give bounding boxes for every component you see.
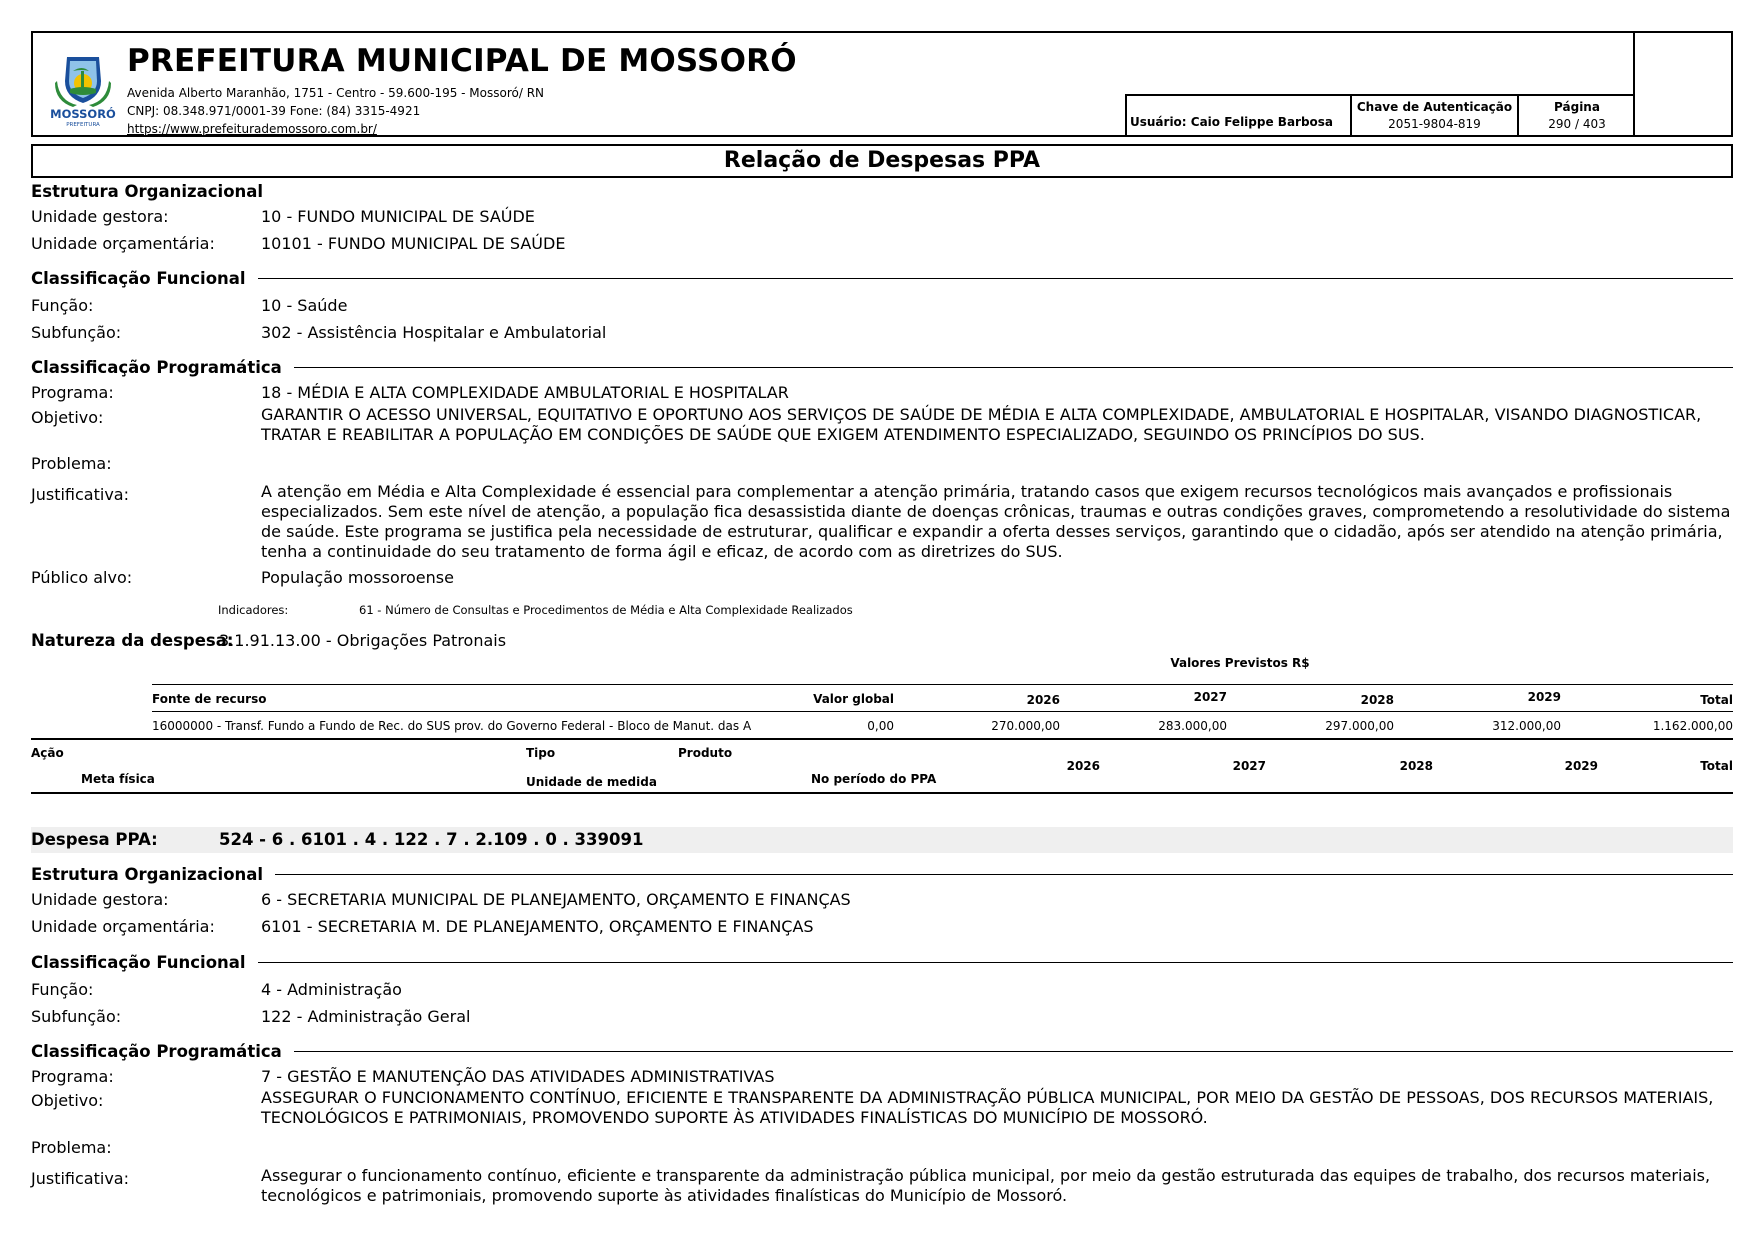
section-classificacao-funcional xyxy=(31,953,1733,972)
cell-total: 1.162.000,00 xyxy=(1652,719,1733,733)
col-2029: 2029 xyxy=(1527,690,1561,704)
field-label: Público alvo: xyxy=(31,568,133,587)
section-heading: Estrutura Organizacional xyxy=(31,182,264,201)
field-label: Unidade orçamentária: xyxy=(31,234,215,253)
field-value: 18 - MÉDIA E ALTA COMPLEXIDADE AMBULATORIAL E HOSPITALAR xyxy=(261,383,789,402)
field-value: 6 - SECRETARIA MUNICIPAL DE PLANEJAMENTO, ORÇAMENTO E FINANÇAS xyxy=(261,890,851,909)
field-value: 3.1.91.13.00 - Obrigações Patronais xyxy=(219,631,507,650)
field-value: 6101 - SECRETARIA M. DE PLANEJAMENTO, ORÇAMENTO E FINANÇAS xyxy=(261,917,814,936)
cell-2029: 312.000,00 xyxy=(1492,719,1561,733)
field-label: Função: xyxy=(31,980,94,999)
despesa-code: 524 - 6 . 6101 . 4 . 122 . 7 . 2.109 . 0 . 339091 xyxy=(219,830,644,849)
field-value: 10101 - FUNDO MUNICIPAL DE SAÚDE xyxy=(261,234,566,253)
field-label: Problema: xyxy=(31,454,112,473)
logo-text: MOSSORÓ xyxy=(50,107,116,121)
field-value: 122 - Administração Geral xyxy=(261,1007,471,1026)
valores-previstos-title: Valores Previstos R$ xyxy=(1170,656,1310,670)
section-rule xyxy=(294,1051,1733,1052)
prefeitura-logo xyxy=(43,51,123,131)
section-heading: Classificação Funcional xyxy=(31,953,246,972)
table-rule xyxy=(152,711,1733,712)
field-label: Unidade gestora: xyxy=(31,890,169,909)
col-acao: Ação xyxy=(31,746,64,760)
field-label: Subfunção: xyxy=(31,323,122,342)
org-website-link[interactable]: https://www.prefeiturademossoro.com.br/ xyxy=(127,122,377,136)
auth-key-label: Chave de Autenticação xyxy=(1356,99,1513,114)
field-value: População mossoroense xyxy=(261,568,454,587)
org-cnpj-phone: CNPJ: 08.348.971/0001-39 Fone: (84) 3315-4921 xyxy=(127,104,421,118)
cell-2027: 283.000,00 xyxy=(1158,719,1227,733)
field-label: Indicadores: xyxy=(218,603,289,617)
field-value: ASSEGURAR O FUNCIONAMENTO CONTÍNUO, EFICIENTE E TRANSPARENTE DA ADMINISTRAÇÃO PÚBLICA MUNICIPAL, POR MEIO DA GESTÃO DE PESSOAS, DOS RECURSOS MATERIAIS, TECNOLÓGICOS E PATRIMONIAIS, PROMOVENDO SUPORTE ÀS ATIVIDADES FINALÍSTICAS DO MUNICÍPIO DE MOSSORÓ. xyxy=(261,1088,1714,1127)
col-total: Total xyxy=(1700,693,1733,707)
field-label: Unidade gestora: xyxy=(31,207,169,226)
col-total: Total xyxy=(1700,759,1733,773)
col-tipo: Tipo xyxy=(526,746,556,760)
section-rule xyxy=(258,278,1733,279)
section-heading: Classificação Funcional xyxy=(31,269,246,288)
logo-subtext: PREFEITURA xyxy=(66,122,100,128)
field-label: Objetivo: xyxy=(31,408,104,427)
col-periodo-ppa: No período do PPA xyxy=(811,772,937,786)
section-heading: Classificação Programática xyxy=(31,358,282,377)
col-2027: 2027 xyxy=(1232,759,1266,773)
section-estrutura-organizacional xyxy=(31,865,1733,884)
report-header xyxy=(31,31,1733,137)
section-rule xyxy=(294,367,1733,368)
section-rule xyxy=(258,962,1733,963)
field-label: Objetivo: xyxy=(31,1091,104,1110)
section-classificacao-funcional xyxy=(31,269,1733,288)
table-rule xyxy=(31,792,1733,794)
field-value: 10 - FUNDO MUNICIPAL DE SAÚDE xyxy=(261,207,535,226)
page-indicator xyxy=(1519,96,1635,135)
section-rule xyxy=(275,874,1733,875)
field-value: Assegurar o funcionamento contínuo, eficiente e transparente da administração pública municipal, por meio da gestão estruturada das equipes de trabalho, dos recursos materiais, tecnológicos e patrimoniais, promovendo suporte às atividades finalísticas do Município de Mossoró. xyxy=(261,1166,1711,1205)
col-2028: 2028 xyxy=(1360,693,1394,707)
col-2029: 2029 xyxy=(1564,759,1598,773)
page-label: Página xyxy=(1554,99,1600,114)
page-value: 290 / 403 xyxy=(1548,116,1606,131)
field-value: 4 - Administração xyxy=(261,980,402,999)
auth-key-value: 2051-9804-819 xyxy=(1388,116,1481,131)
col-2026: 2026 xyxy=(1066,759,1100,773)
col-valor-global: Valor global xyxy=(813,692,894,706)
col-2028: 2028 xyxy=(1399,759,1433,773)
field-label: Natureza da despesa: xyxy=(31,631,234,650)
field-value: GARANTIR O ACESSO UNIVERSAL, EQUITATIVO E OPORTUNO AOS SERVIÇOS DE SAÚDE DE MÉDIA E ALTA COMPLEXIDADE, AMBULATORIAL E HOSPITALAR, VISANDO DIAGNOSTICAR, TRATAR E REABILITAR A POPULAÇÃO EM CONDIÇÕES DE SAÚDE QUE EXIGEM ATENDIMENTO ESPECIALIZADO, SEGUINDO OS PRINCÍPIOS DO SUS. xyxy=(261,405,1702,444)
col-2026: 2026 xyxy=(1026,693,1060,707)
section-heading: Estrutura Organizacional xyxy=(31,865,264,884)
coat-of-arms-icon xyxy=(43,51,123,131)
field-label: Unidade orçamentária: xyxy=(31,917,215,936)
field-label: Problema: xyxy=(31,1138,112,1157)
field-label: Justificativa: xyxy=(31,485,129,504)
table-rule xyxy=(152,684,1733,685)
org-name: PREFEITURA MUNICIPAL DE MOSSORÓ xyxy=(127,43,797,79)
section-estrutura-organizacional xyxy=(31,182,1733,201)
cell-2028: 297.000,00 xyxy=(1325,719,1394,733)
org-address: Avenida Alberto Maranhão, 1751 - Centro - 59.600-195 - Mossoró/ RN xyxy=(127,86,545,100)
despesa-label: Despesa PPA: xyxy=(31,830,158,849)
col-unidade-medida: Unidade de medida xyxy=(526,775,657,789)
field-label: Função: xyxy=(31,296,94,315)
field-value: 302 - Assistência Hospitalar e Ambulatorial xyxy=(261,323,607,342)
despesa-ppa-bar xyxy=(31,827,1733,853)
col-2027: 2027 xyxy=(1193,690,1227,704)
col-meta-fisica: Meta física xyxy=(81,772,155,786)
report-meta xyxy=(1125,94,1635,135)
header-divider xyxy=(1633,33,1635,135)
field-label: Subfunção: xyxy=(31,1007,122,1026)
field-value: 7 - GESTÃO E MANUTENÇÃO DAS ATIVIDADES ADMINISTRATIVAS xyxy=(261,1067,775,1086)
org-contact xyxy=(127,84,544,138)
field-label: Justificativa: xyxy=(31,1169,129,1188)
cell-2026: 270.000,00 xyxy=(991,719,1060,733)
table-rule xyxy=(31,738,1733,740)
field-value: A atenção em Média e Alta Complexidade é essencial para complementar a atenção primária, tratando casos que exigem recursos tecnológicos mais avançados e profissionais especializados. Sem este nível de atenção, a população fica desassistida diante de doenças crônicas, traumas e outras condições graves, comprometendo a resolutividade do sistema de saúde. Este programa se justifica pela necessidade de estruturar, qualificar e expandir a oferta desses serviços, garantindo que o cidadão, após ser atendido na atenção primária, tenha a continuidade do seu tratamento de forma ágil e eficaz, de acordo com as diretrizes do SUS. xyxy=(261,482,1731,561)
col-fonte-recurso: Fonte de recurso xyxy=(152,692,267,706)
user-label: Usuário: Caio Felippe Barbosa xyxy=(1127,96,1352,135)
field-label: Programa: xyxy=(31,383,114,402)
field-value: 61 - Número de Consultas e Procedimentos de Média e Alta Complexidade Realizados xyxy=(359,603,853,617)
col-produto: Produto xyxy=(678,746,733,760)
auth-key xyxy=(1352,96,1519,135)
section-classificacao-programatica xyxy=(31,1042,1733,1061)
cell-valor-global: 0,00 xyxy=(867,719,894,733)
section-classificacao-programatica xyxy=(31,358,1733,377)
section-heading: Classificação Programática xyxy=(31,1042,282,1061)
report-title: Relação de Despesas PPA xyxy=(31,144,1733,178)
field-value: 10 - Saúde xyxy=(261,296,348,315)
cell-fonte-recurso: 16000000 - Transf. Fundo a Fundo de Rec. do SUS prov. do Governo Federal - Bloco de Manut. das A xyxy=(152,719,752,733)
field-label: Programa: xyxy=(31,1067,114,1086)
